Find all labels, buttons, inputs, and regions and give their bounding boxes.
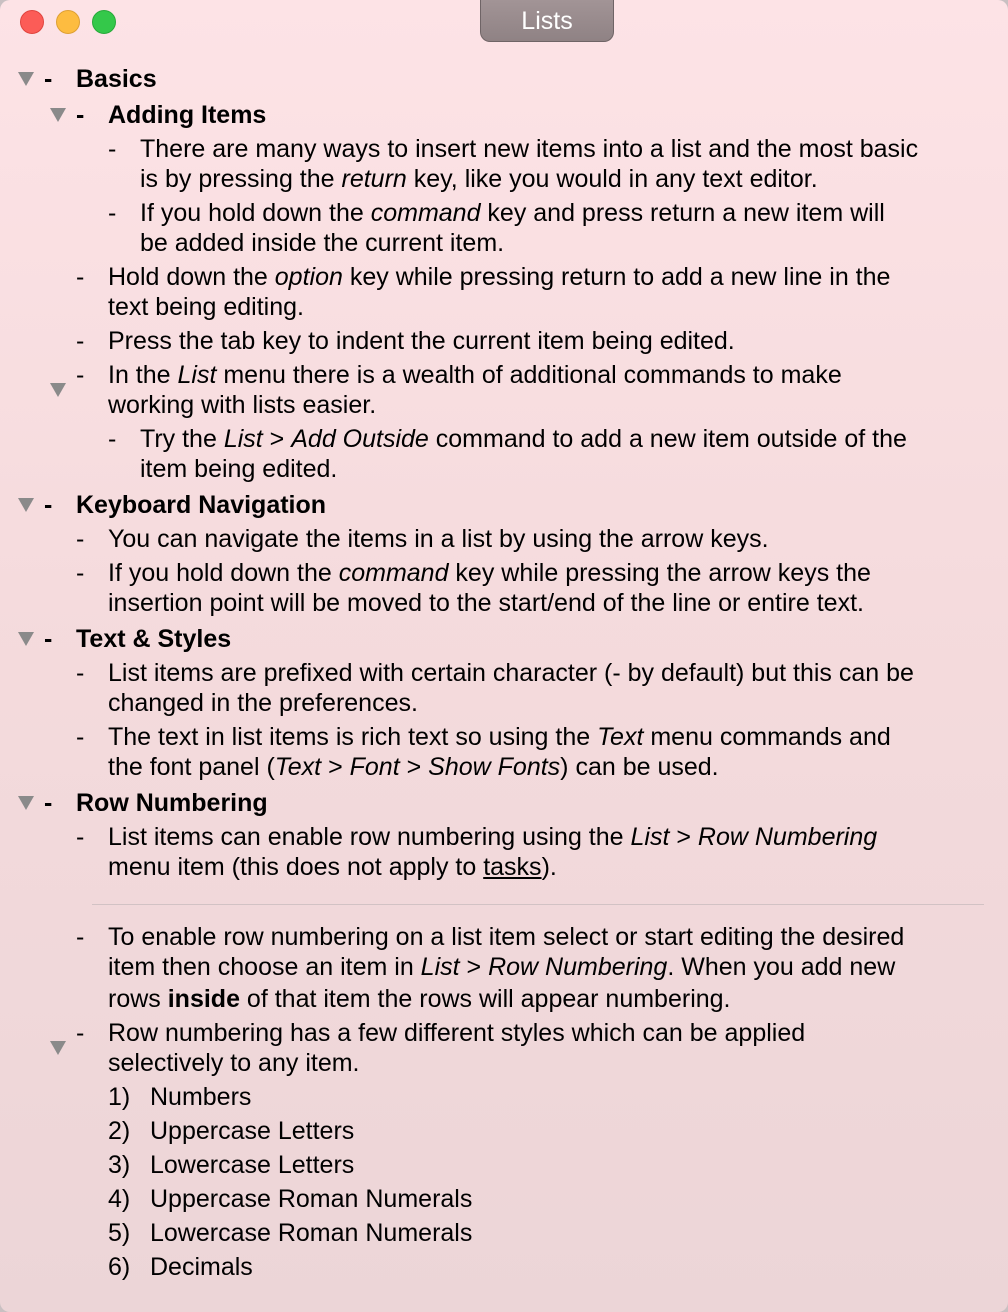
numbered-item-label[interactable]: Numbers (150, 1083, 252, 1111)
bullet-dash: - (76, 525, 85, 553)
list-item-text[interactable]: changed in the preferences. (108, 689, 418, 717)
numbered-item-number: 2) (108, 1117, 131, 1145)
disclosure-triangle-icon[interactable] (50, 1041, 66, 1055)
list-item-text[interactable]: item being edited. (140, 455, 338, 483)
bullet-dash: - (108, 425, 117, 453)
numbered-item-number: 1) (108, 1083, 131, 1111)
bullet-dash: - (76, 559, 85, 587)
separator-line (92, 904, 984, 905)
list-item-text[interactable]: the font panel (Text > Font > Show Fonts) can be used. (108, 753, 719, 781)
bullet-dash: - (76, 723, 85, 751)
section-heading-row-numbering[interactable]: Row Numbering (76, 789, 268, 817)
disclosure-triangle-icon[interactable] (50, 108, 66, 122)
bullet-dash: - (76, 923, 85, 951)
disclosure-triangle-icon[interactable] (18, 796, 34, 810)
section-heading-basics[interactable]: Basics (76, 65, 157, 93)
list-item-text[interactable]: selectively to any item. (108, 1049, 360, 1077)
bullet-dash: - (76, 1019, 85, 1047)
disclosure-triangle-icon[interactable] (18, 632, 34, 646)
numbered-item-label[interactable]: Lowercase Roman Numerals (150, 1219, 473, 1247)
numbered-item-label[interactable]: Lowercase Letters (150, 1151, 355, 1179)
list-item-text[interactable]: is by pressing the return key, like you would in any text editor. (140, 165, 818, 193)
list-item-text[interactable]: Row numbering has a few different styles which can be applied (108, 1019, 806, 1047)
list-item-text[interactable]: Try the List > Add Outside command to add a new item outside of the (140, 425, 907, 453)
window-title: Lists (480, 0, 614, 42)
list-item-text[interactable]: You can navigate the items in a list by using the arrow keys. (108, 525, 769, 553)
numbered-item-label[interactable]: Uppercase Letters (150, 1117, 355, 1145)
list-item-text[interactable]: The text in list items is rich text so using the Text menu commands and (108, 723, 891, 751)
subsection-heading-adding-items[interactable]: Adding Items (108, 101, 267, 129)
list-item-text[interactable]: To enable row numbering on a list item select or start editing the desired (108, 923, 905, 951)
bullet-dash: - (44, 625, 53, 653)
tasks-link[interactable]: tasks (483, 853, 542, 881)
disclosure-triangle-icon[interactable] (50, 383, 66, 397)
section-heading-keyboard-navigation[interactable]: Keyboard Navigation (76, 491, 327, 519)
numbered-item-number: 5) (108, 1219, 131, 1247)
list-item-text[interactable]: rows inside of that item the rows will appear numbering. (108, 985, 731, 1013)
list-item-text[interactable]: In the List menu there is a wealth of additional commands to make (108, 361, 842, 389)
list-item-text[interactable]: Hold down the option key while pressing return to add a new line in the (108, 263, 891, 291)
bullet-dash: - (76, 327, 85, 355)
list-item-text[interactable]: be added inside the current item. (140, 229, 505, 257)
list-item-text[interactable]: If you hold down the command key while pressing the arrow keys the (108, 559, 871, 587)
numbered-item-number: 6) (108, 1253, 131, 1281)
numbered-item-label[interactable]: Uppercase Roman Numerals (150, 1185, 473, 1213)
list-item-text[interactable]: item then choose an item in List > Row Numbering. When you add new (108, 953, 896, 981)
bullet-dash: - (44, 491, 53, 519)
list-item-text[interactable]: There are many ways to insert new items into a list and the most basic (140, 135, 919, 163)
bullet-dash: - (76, 101, 85, 129)
bullet-dash: - (76, 659, 85, 687)
list-item-text[interactable]: text being editing. (108, 293, 304, 321)
disclosure-triangle-icon[interactable] (18, 72, 34, 86)
bullet-dash: - (44, 789, 53, 817)
list-item-text[interactable]: insertion point will be moved to the start/end of the line or entire text. (108, 589, 864, 617)
list-item-text[interactable]: If you hold down the command key and press return a new item will (140, 199, 885, 227)
list-item-text[interactable]: menu item (this does not apply to tasks). (108, 853, 557, 881)
bullet-dash: - (108, 199, 117, 227)
disclosure-triangle-icon[interactable] (18, 498, 34, 512)
list-item-text[interactable]: List items are prefixed with certain character (- by default) but this can be (108, 659, 914, 687)
bullet-dash: - (44, 65, 53, 93)
bullet-dash: - (76, 823, 85, 851)
list-item-text[interactable]: working with lists easier. (108, 391, 377, 419)
list-item-text[interactable]: Press the tab key to indent the current item being edited. (108, 327, 735, 355)
numbered-item-number: 3) (108, 1151, 131, 1179)
bullet-dash: - (108, 135, 117, 163)
numbered-item-number: 4) (108, 1185, 131, 1213)
section-heading-text-styles[interactable]: Text & Styles (76, 625, 232, 653)
numbered-item-label[interactable]: Decimals (150, 1253, 253, 1281)
bullet-dash: - (76, 263, 85, 291)
list-item-text[interactable]: List items can enable row numbering using the List > Row Numbering (108, 823, 878, 851)
bullet-dash: - (76, 361, 85, 389)
